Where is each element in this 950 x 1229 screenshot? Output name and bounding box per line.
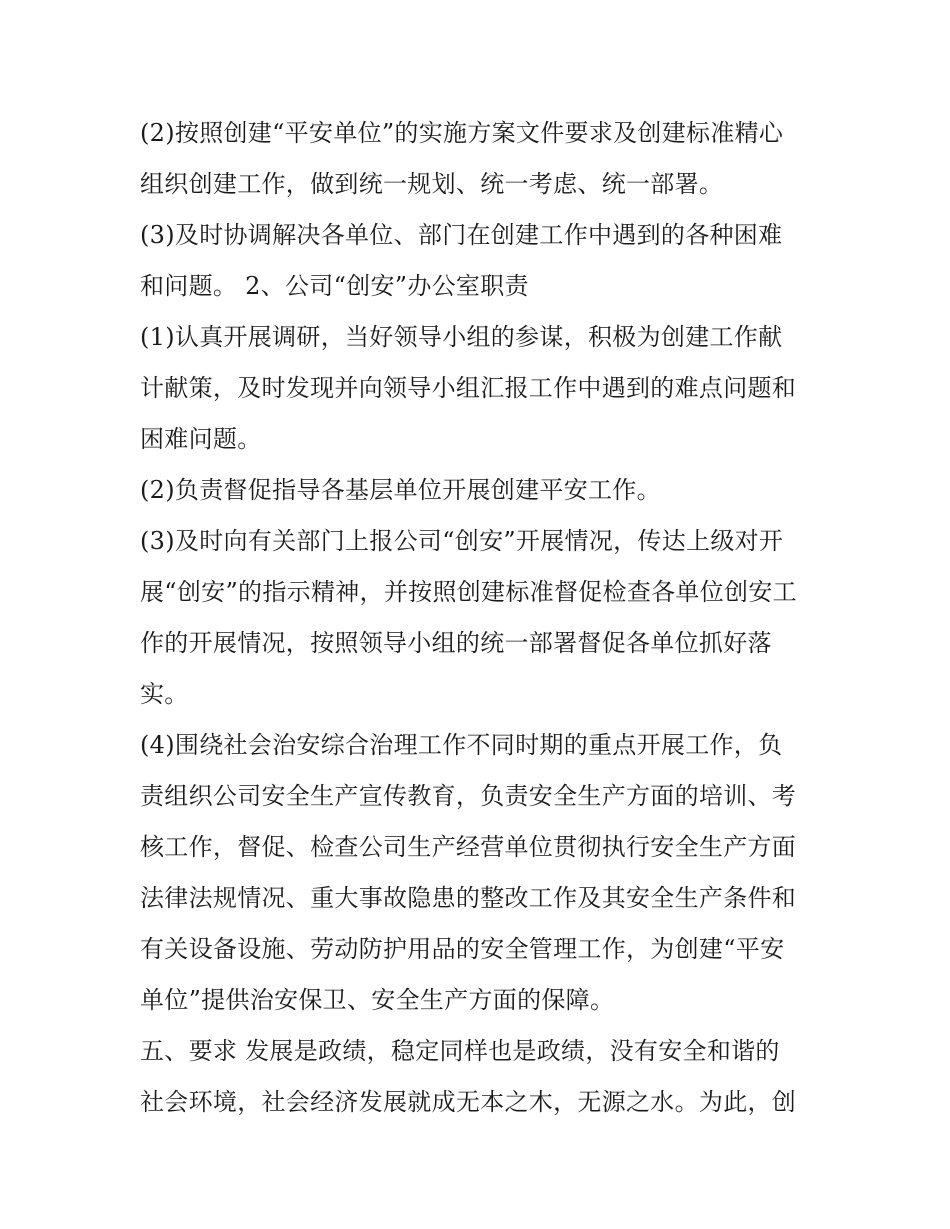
text-line: 实。 — [140, 680, 189, 708]
text-line: 困难问题。 — [140, 425, 262, 453]
text-line: (2)按照创建“平安单位”的实施方案文件要求及创建标准精心 — [140, 119, 784, 147]
text-line: 展“创安”的指示精神，并按照创建标准督促检查各单位创安工 — [140, 578, 797, 606]
text-line: (3)及时协调解决各单位、部门在创建工作中遇到的各种困难 — [140, 221, 783, 249]
text-line: 有关设备设施、劳动防护用品的安全管理工作，为创建“平安 — [140, 935, 785, 963]
text-line: 社会环境，社会经济发展就成无本之木，无源之水。为此，创 — [140, 1088, 797, 1116]
text-line: 组织创建工作，做到统一规划、统一考虑、统一部署。 — [140, 170, 724, 198]
text-line: 单位”提供治安保卫、安全生产方面的保障。 — [140, 986, 615, 1014]
text-line: (1)认真开展调研，当好领导小组的参谋，积极为创建工作献 — [140, 323, 783, 351]
text-line: (2)负责督促指导各基层单位开展创建平安工作。 — [140, 476, 661, 504]
document-body — [140, 108, 820, 1128]
text-line: (4)围绕社会治安综合治理工作不同时期的重点开展工作，负 — [140, 731, 783, 759]
text-line: 责组织公司安全生产宣传教育，负责安全生产方面的培训、考 — [140, 782, 797, 810]
text-line: 和问题。 2、公司“创安”办公室职责 — [140, 272, 529, 300]
text-line: 核工作，督促、检查公司生产经营单位贯彻执行安全生产方面 — [140, 833, 797, 861]
text-line: 作的开展情况，按照领导小组的统一部署督促各单位抓好落 — [140, 629, 772, 657]
text-line: 五、要求 发展是政绩，稳定同样也是政绩，没有安全和谐的 — [140, 1037, 780, 1065]
text-line: 计献策，及时发现并向领导小组汇报工作中遇到的难点问题和 — [140, 374, 797, 402]
text-line: (3)及时向有关部门上报公司“创安”开展情况，传达上级对开 — [140, 527, 784, 555]
text-line: 法律法规情况、重大事故隐患的整改工作及其安全生产条件和 — [140, 884, 797, 912]
